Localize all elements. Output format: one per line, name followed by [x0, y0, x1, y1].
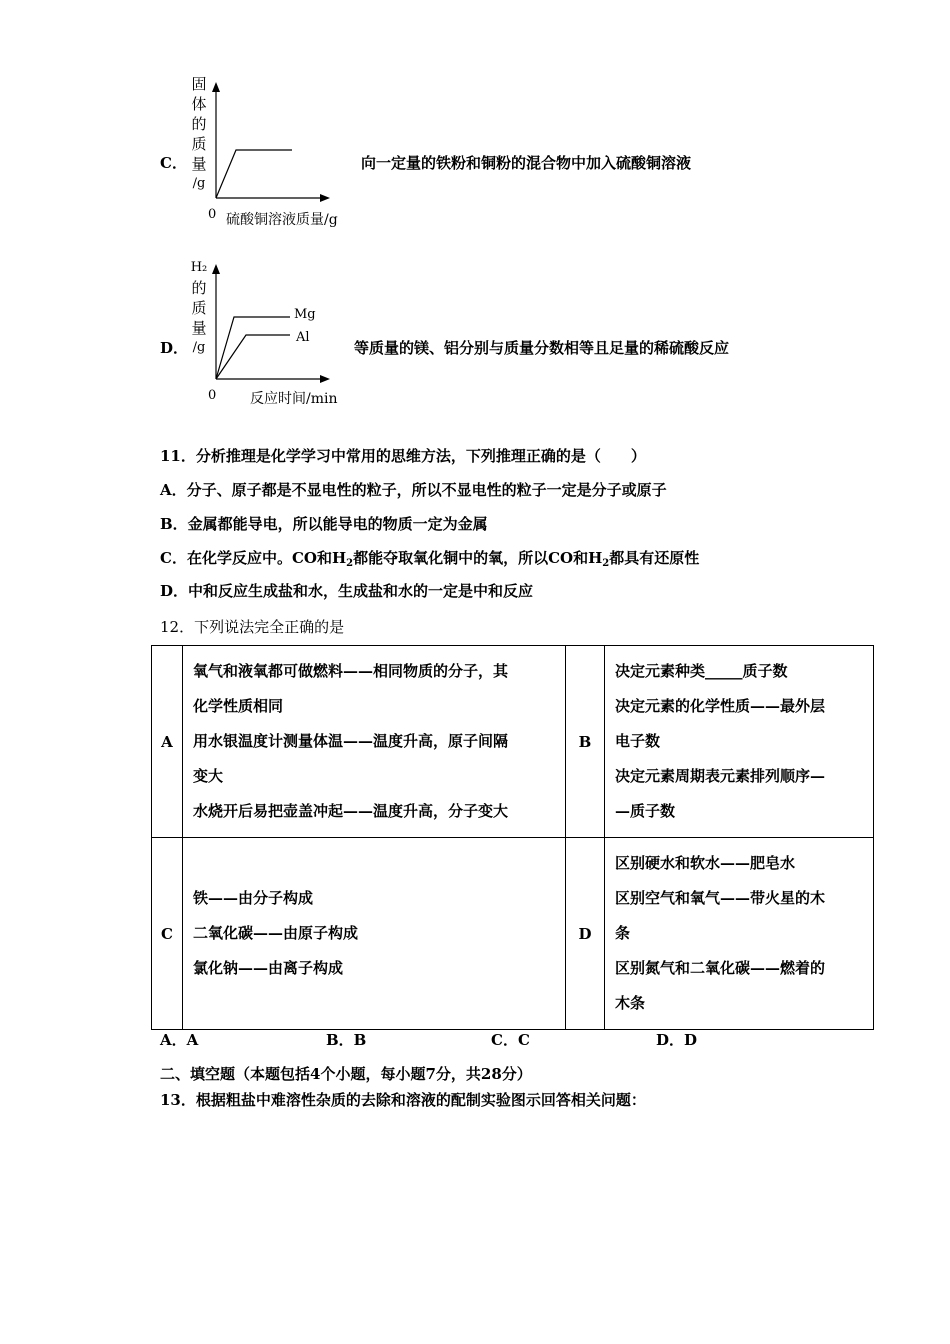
graph-c-description: 向一定量的铁粉和铜粉的混合物中加入硫酸铜溶液 [361, 154, 692, 172]
q12-choice-b: B．B [326, 1031, 367, 1049]
q11-option-b: B．金属都能导电，所以能导电的物质一定为金属 [160, 515, 488, 533]
graph-d-mg-curve [216, 317, 290, 379]
graph-c-y-arrow [212, 82, 220, 92]
graph-c [200, 80, 340, 210]
table-cell-a: 氧气和液氧都可做燃料——相同物质的分子，其 化学性质相同 用水银温度计测量体温——温度升高，原子间隔 变大 水烧开后易把壶盖冲起——温度升高，分子变大 [183, 646, 566, 838]
table-key-b: B [566, 646, 605, 838]
graph-c-x-axis-label: 硫酸铜溶液质量/g [226, 212, 338, 228]
q11-option-c: C．在化学反应中。CO和$H_2$都能夺取氧化铜中的氧，所以CO和$H_2$都具有还原性 [160, 549, 700, 569]
graph-c-x-arrow [320, 194, 330, 202]
graph-d-x-arrow [320, 375, 330, 383]
graph-c-curve [216, 150, 292, 198]
graph-d-x-axis-label: 反应时间/min [250, 391, 338, 407]
table-key-c: C [152, 838, 183, 1030]
table-key-d: D [566, 838, 605, 1030]
graph-d-origin: 0 [208, 388, 217, 403]
q12-options-table [151, 645, 874, 1030]
graph-d-al-label: Al [296, 330, 310, 345]
q13-stem: 13．根据粗盐中难溶性杂质的去除和溶液的配制实验图示回答相关问题： [160, 1091, 646, 1109]
q12-stem: 12．下列说法完全正确的是 [160, 618, 345, 636]
table-cell-c: 铁——由分子构成 二氧化碳——由原子构成 氯化钠——由离子构成 [183, 838, 566, 1030]
graph-c-origin: 0 [208, 207, 217, 222]
graph-d-y-arrow [212, 264, 220, 274]
q11-option-d: D．中和反应生成盐和水，生成盐和水的一定是中和反应 [160, 582, 534, 600]
table-cell-b: 决定元素种类_____质子数 决定元素的化学性质——最外层 电子数 决定元素周期表元素排列顺序— —质子数 [605, 646, 874, 838]
graph-d-mg-label: Mg [294, 307, 316, 322]
table-key-a: A [152, 646, 183, 838]
graph-c-y-axis-label: 固 体 的 质 量 /g [191, 75, 207, 191]
table-cell-d: 区别硬水和软水——肥皂水 区别空气和氧气——带火星的木 条 区别氮气和二氧化碳——燃着的 木条 [605, 838, 874, 1030]
section-2-heading: 二、填空题（本题包括4个小题，每小题7分，共28分） [160, 1065, 532, 1083]
q11-option-a: A．分子、原子都是不显电性的粒子，所以不显电性的粒子一定是分子或原子 [160, 481, 667, 499]
graph-d-description: 等质量的镁、铝分别与质量分数相等且足量的稀硫酸反应 [354, 339, 730, 357]
q12-choice-a: A．A [160, 1031, 199, 1049]
option-d-label: D． [160, 339, 189, 357]
option-c-label: C． [160, 154, 187, 172]
q12-choice-d: D．D [656, 1031, 698, 1049]
graph-d-y-axis-label: H₂ 的 质 量 /g [190, 260, 208, 355]
q12-choice-c: C．C [491, 1031, 530, 1049]
graph-d [200, 262, 340, 387]
q11-stem: 11．分析推理是化学学习中常用的思维方法，下列推理正确的是（ ） [160, 447, 646, 465]
